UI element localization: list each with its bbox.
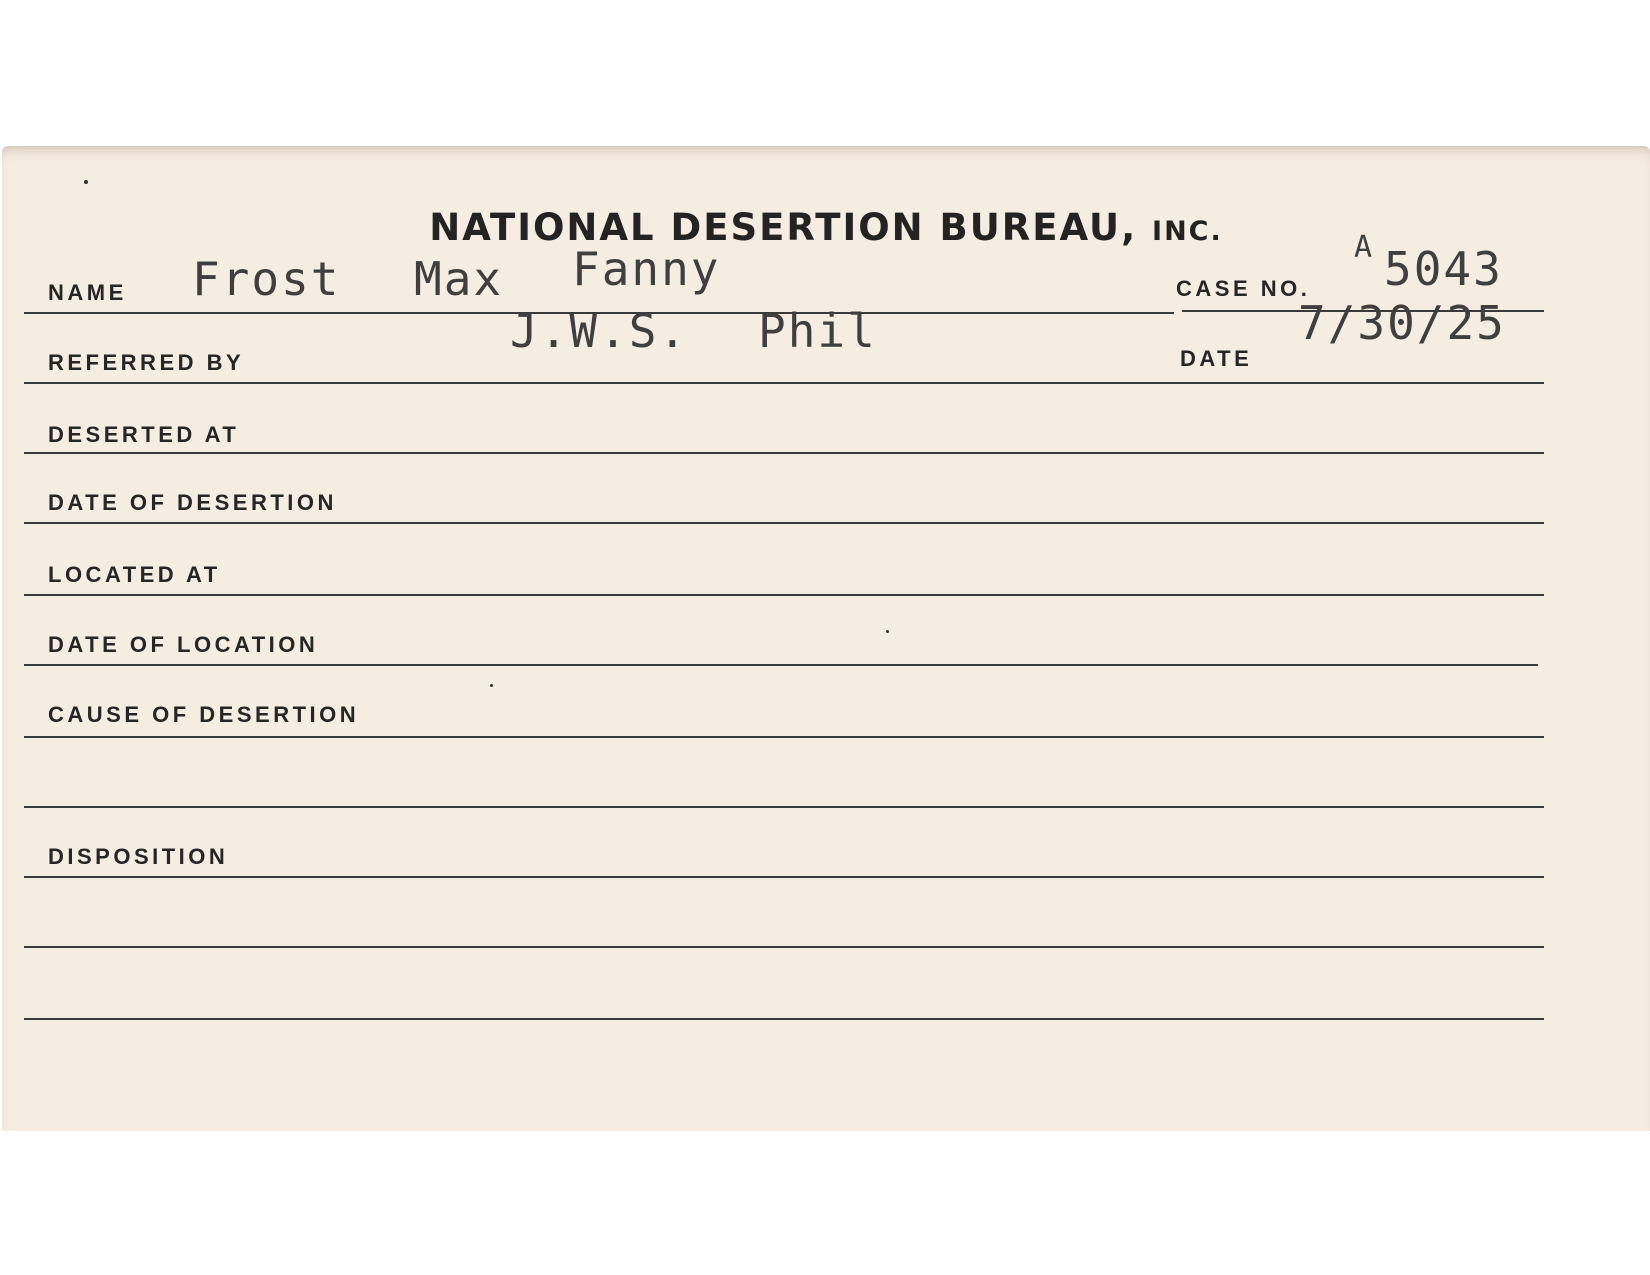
name-label: NAME <box>48 280 127 305</box>
date-of-desertion-line <box>24 522 1544 524</box>
cause-of-desertion-label: CAUSE OF DESERTION <box>48 702 360 727</box>
paper-speck <box>490 684 493 687</box>
date-of-location-label: DATE OF LOCATION <box>48 632 319 657</box>
name-given-2-value: Fanny <box>572 242 721 296</box>
referred-city-value: Phil <box>758 304 877 358</box>
paper-speck <box>84 180 88 184</box>
bureau-name: NATIONAL DESERTION BUREAU, <box>429 206 1138 249</box>
cause-of-desertion-line-2 <box>24 806 1544 808</box>
name-surname-value: Frost <box>192 252 341 306</box>
located-at-line <box>24 594 1544 596</box>
record-card <box>2 146 1650 1131</box>
case-prefix-value: A <box>1354 230 1375 265</box>
case-no-label: CASE NO. <box>1176 276 1311 301</box>
name-given-1-value: Max <box>414 252 504 306</box>
referred-by-line <box>24 382 1544 384</box>
disposition-line <box>24 876 1544 878</box>
located-at-label: LOCATED AT <box>48 562 221 587</box>
deserted-at-line <box>24 452 1544 454</box>
date-of-location-line <box>24 664 1538 666</box>
cause-of-desertion-line <box>24 736 1544 738</box>
disposition-line-2 <box>24 946 1544 948</box>
case-number-value: 5043 <box>1384 242 1503 296</box>
date-of-desertion-label: DATE OF DESERTION <box>48 490 337 515</box>
date-value: 7/30/25 <box>1298 296 1506 350</box>
deserted-at-label: DESERTED AT <box>48 422 240 447</box>
bureau-suffix: INC. <box>1152 216 1223 247</box>
referred-by-value: J.W.S. <box>510 304 689 358</box>
disposition-line-3 <box>24 1018 1544 1020</box>
referred-by-label: REFERRED BY <box>48 350 245 375</box>
date-label: DATE <box>1180 346 1253 371</box>
disposition-label: DISPOSITION <box>48 844 229 869</box>
paper-speck <box>886 630 889 633</box>
